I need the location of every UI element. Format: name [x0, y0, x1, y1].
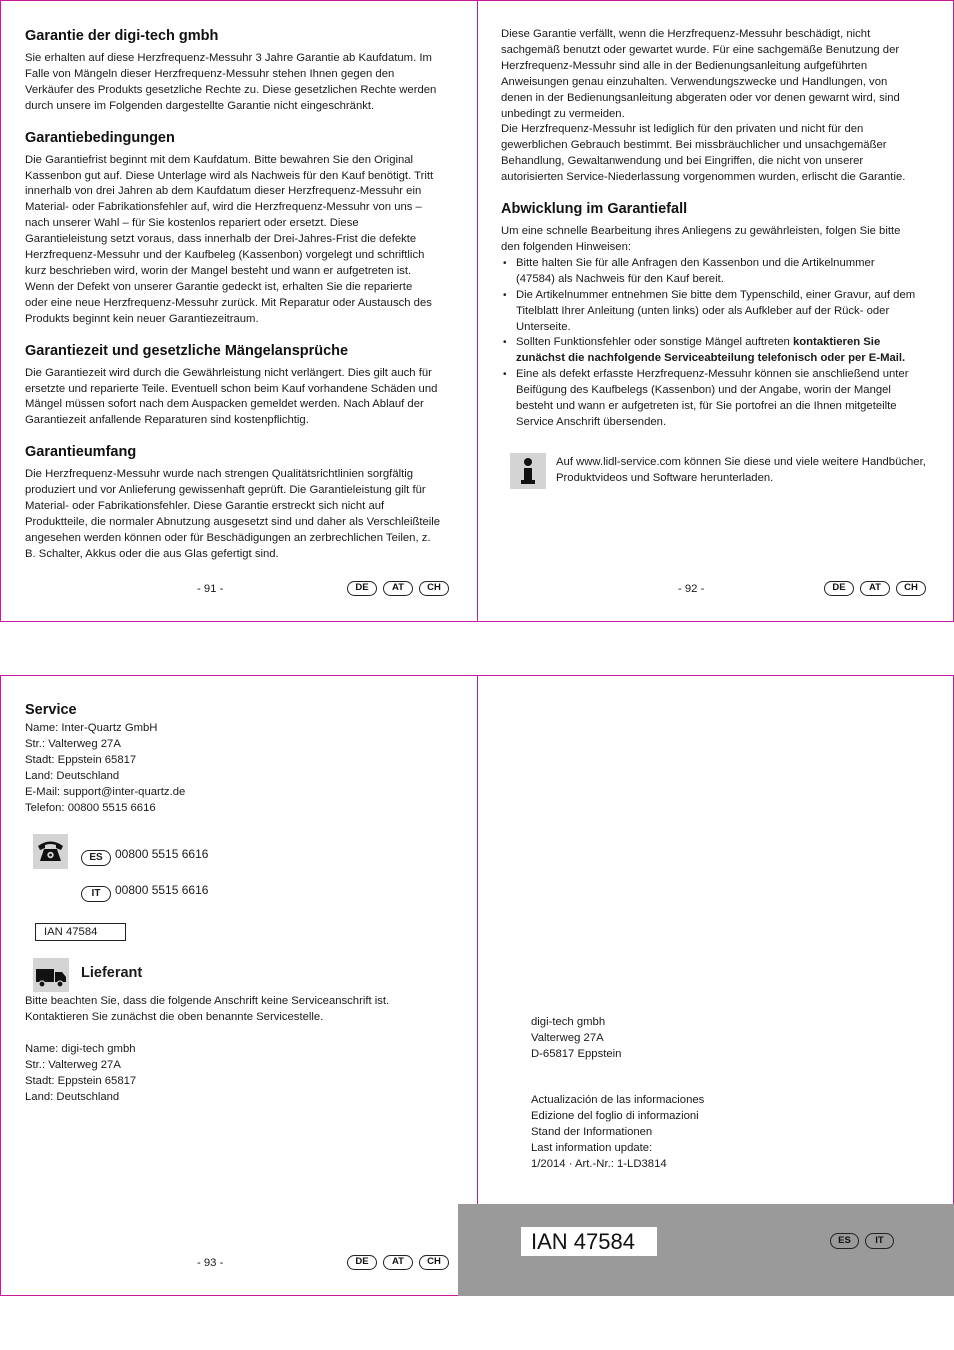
- cover-country-flags: [830, 1233, 894, 1249]
- section-text: Um eine schnelle Bearbeitung ihres Anliegens zu gewährleisten, folgen Sie bitte den folgenden Hinweisen:: [501, 225, 901, 253]
- phone-number: 00800 5515 6616: [115, 883, 209, 897]
- service-address: Name: Inter-Quartz GmbH Str.: Valterweg 27A Stadt: Eppstein 65817 Land: Deutschland E-Mail: support@inter-quartz.de Telefon: 00800 5515 6616: [25, 722, 186, 814]
- list-item: • Die Artikelnummer entnehmen Sie bitte dem Typenschild, einer Gravur, auf dem Titelblatt Ihrer Anleitung (unten links) oder als Aufkleber auf der Rück- oder Unterseite.: [501, 288, 946, 336]
- country-flags: [347, 581, 449, 596]
- page-footer: [1, 581, 477, 599]
- section-title: Garantiebedingungen: [25, 129, 175, 146]
- section-text: Sie erhalten auf diese Herzfrequenz-Messuhr 3 Jahre Garantie ab Kaufdatum. Im Falle von Mängeln dieser Herzfrequenz-Messuhr stehen Ihnen gegen den Verkäufer des Produkts gesetzliche Rechte zu. Diese gesetzlichen Rechte werden durch unsere im Folgenden dargestellte Garantie nicht eingeschränkt.: [25, 52, 437, 112]
- section-title: Garantie der digi-tech gmbh: [25, 28, 219, 44]
- list-item: • Bitte halten Sie für alle Anfragen den Kassenbon und die Artikelnummer (47584) als Nachweis für den Kauf bereit.: [501, 256, 946, 288]
- service-title: Service: [25, 702, 77, 718]
- section-text: Die Herzfrequenz-Messuhr wurde nach strengen Qualitätsrichtlinien sorgfältig produziert und vor Anlieferung gewissenhaft geprüft. Die Garantieleistung gilt für Material- oder Fabrikationsfehler. Diese Garantie erstreckt sich nicht auf Produktteile, die normaler Abnutzung ausgesetzt sind und daher als Verschleißteile angesehen werden können oder für Beschädigungen an zerbrechlichen Teilen, z. B. Schalter, Akkus oder die aus Glas gefertigt sind.: [25, 468, 441, 560]
- page-footer: [478, 581, 953, 599]
- truck-icon: [33, 958, 69, 992]
- telephone-icon: [33, 834, 68, 869]
- country-badge-de: DE: [347, 581, 377, 596]
- section-garantiebedingungen: [25, 129, 455, 328]
- bullet-list: [501, 256, 946, 431]
- section-garantie: [25, 27, 455, 115]
- intro-text: Diese Garantie verfällt, wenn die Herzfrequenz-Messuhr beschädigt, nicht sachgemäß benutzt oder gewartet wurde. Für eine sachgemäße Benutzung der Herzfrequenz-Messuhr sind alle in der Bedienungsanleitung aufgeführten Anweisungen genau einzuhalten. Verwendungszwecke und Handlungen, von denen in der Bedienungsanleitung abgeraten oder vor denen gewarnt wird, sind unbedingt zu vermeiden. Die Herzfrequenz-Messuhr ist lediglich für den privaten und nicht für den gewerblichen Gebrauch bestimmt. Bei missbräuchlicher und unsachgemäßer Behandlung, Gewaltanwendung und bei Eingriffen, die nicht von unserer autorisierten Service-Niederlassung vorgenommen wurden, erlischt die Garantie.: [501, 28, 906, 184]
- page-back-cover: [477, 675, 954, 1296]
- information-update: Actualización de las informaciones Edizione del foglio di informazioni Stand der Informationen Last information update: 1/2014 · Art.-Nr.: 1-LD3814: [531, 1094, 705, 1170]
- section-garantieumfang: [25, 443, 455, 562]
- page-93: [0, 675, 478, 1296]
- service-block: [25, 701, 455, 816]
- page-number: - 91 -: [197, 583, 224, 595]
- list-item: • Sollten Funktionsfehler oder sonstige Mängel auftreten kontaktieren Sie zunächst die nachfolgende Serviceabteilung telefonisch oder per E-Mail.: [501, 335, 946, 367]
- list-item: • Eine als defekt erfasste Herzfrequenz-Messuhr können sie anschließend unter Beifügung des Kaufbelegs (Kassenbon) und der Angabe, worin der Mangel besteht und wann er aufgetreten ist, für Sie portofrei an die Ihnen mitgeteilte Service Anschrift übersenden.: [501, 367, 946, 431]
- section-text: Die Garantiezeit wird durch die Gewährleistung nicht verlängert. Dies gilt auch für ersetzte und reparierte Teile. Eventuell schon beim Kauf vorhandene Schäden und Mängel müssen sofort nach dem Auspacken gemeldet werden. Nach Ablauf der Garantiezeit anfallende Reparaturen sind kostenpflichtig.: [25, 366, 438, 427]
- country-badge-at: AT: [860, 581, 890, 596]
- phone-number: 00800 5515 6616: [115, 847, 209, 861]
- info-text: Auf www.lidl-service.com können Sie diese und viele weitere Handbücher, Produktvideos und Software herunterladen.: [556, 456, 926, 484]
- phone-row-it: [81, 882, 208, 902]
- section-title: Garantiezeit und gesetzliche Mängelansprüche: [25, 342, 349, 359]
- lieferant-address: Name: digi-tech gmbh Str.: Valterweg 27A Stadt: Eppstein 65817 Land: Deutschland: [25, 1042, 137, 1103]
- page-91-content: [25, 27, 455, 577]
- country-badge-ch: CH: [419, 581, 449, 596]
- country-badge-de: DE: [824, 581, 854, 596]
- country-badge-ch: CH: [896, 581, 926, 596]
- country-badge-it: IT: [865, 1233, 894, 1249]
- lieferant-note: Bitte beachten Sie, dass die folgende Anschrift keine Serviceanschrift ist. Kontaktieren Sie zunächst die oben benannte Servicestelle.: [25, 995, 390, 1023]
- ian-label: IAN 47584: [35, 923, 126, 941]
- country-badge-es: ES: [81, 850, 111, 866]
- country-badge-at: AT: [383, 581, 413, 596]
- page-number: - 92 -: [678, 583, 705, 595]
- lieferant-title: Lieferant: [81, 965, 143, 981]
- lieferant-block: [25, 994, 455, 1105]
- page-footer: [1, 1255, 477, 1273]
- country-badge-de: DE: [347, 1255, 377, 1270]
- country-badge-at: AT: [383, 1255, 413, 1270]
- section-title: Garantieumfang: [25, 444, 137, 461]
- country-flags: [347, 1255, 449, 1270]
- country-badge-it: IT: [81, 886, 111, 902]
- page-92: [477, 0, 954, 622]
- page-91: [0, 0, 478, 622]
- page-number: - 93 -: [197, 1257, 224, 1269]
- section-title: Abwicklung im Garantiefall: [501, 201, 688, 218]
- info-icon: [510, 453, 546, 489]
- manufacturer-address: digi-tech gmbh Valterweg 27A D-65817 Eppstein: [531, 1016, 622, 1060]
- phone-row-es: [81, 846, 208, 866]
- page-92-content: [501, 27, 946, 445]
- country-flags: [824, 581, 926, 596]
- section-text: Die Garantiefrist beginnt mit dem Kaufdatum. Bitte bewahren Sie den Original Kassenbon gut auf. Diese Unterlage wird als Nachweis für den Kauf benötigt. Tritt innerhalb von drei Jahren ab dem Kaufdatum dieser Herzfrequenz-Messuhr ein Material- oder Fabrikationsfehler auf, wird die Herzfrequenz-Messuhr von uns – nach unserer Wahl – für Sie kostenlos repariert oder ersetzt. Diese Garantieleistung setzt voraus, dass innerhalb der Drei-Jahres-Frist die defekte Herzfrequenz-Messuhr und der Kaufbeleg (Kassenbon) vorgelegt und schriftlich kurz beschrieben wird, worin der Mangel besteht und wann er aufgetreten ist. Wenn der Defekt von unserer Garantie gedeckt ist, erhalten Sie die reparierte oder eine neue Herzfrequenz-Messuhr zurück. Mit Reparatur oder Austausch des Produkts beginnt kein neuer Garantiezeitraum.: [25, 153, 434, 325]
- section-abwicklung: [501, 200, 946, 431]
- country-badge-es: ES: [830, 1233, 859, 1249]
- section-garantiezeit: [25, 342, 455, 430]
- ian-cover-label: IAN 47584: [521, 1227, 657, 1256]
- country-badge-ch: CH: [419, 1255, 449, 1270]
